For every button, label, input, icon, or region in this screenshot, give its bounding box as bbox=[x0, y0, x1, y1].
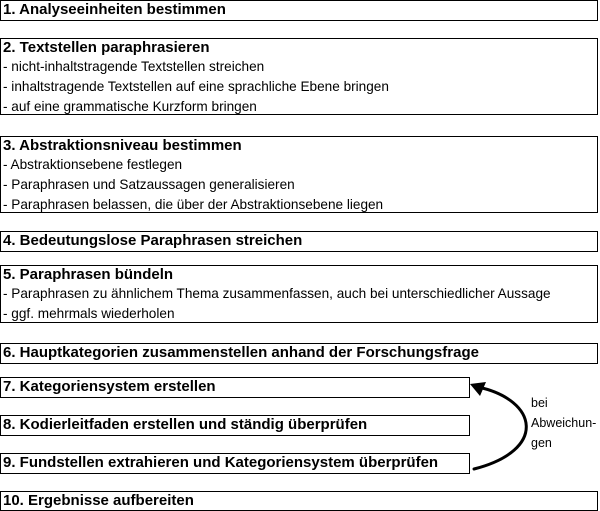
step-7-box bbox=[0, 377, 470, 398]
loop-label-line-1: bei bbox=[531, 396, 548, 410]
step-9-title: 9. Fundstellen extrahieren und Kategoriensystem überprüfen bbox=[3, 454, 439, 471]
step-5-item: - Paraphrasen zu ähnlichem Thema zusammenfassen, auch bei unterschiedlicher Aussage bbox=[3, 286, 551, 301]
step-2-item: - nicht-inhaltstragende Textstellen streichen bbox=[3, 59, 265, 74]
step-4-title: 4. Bedeutungslose Paraphrasen streichen bbox=[3, 232, 303, 249]
step-2-title: 2. Textstellen paraphrasieren bbox=[3, 39, 210, 56]
step-3-box bbox=[0, 136, 598, 213]
step-2-item: - inhaltstragende Textstellen auf eine sprachliche Ebene bringen bbox=[3, 79, 389, 94]
step-4-box bbox=[0, 231, 598, 252]
step-7-title: 7. Kategoriensystem erstellen bbox=[3, 378, 216, 395]
step-3-item: - Paraphrasen belassen, die über der Abstraktionsebene liegen bbox=[3, 197, 384, 212]
step-9-box bbox=[0, 453, 470, 474]
step-5-title: 5. Paraphrasen bündeln bbox=[3, 266, 174, 283]
loop-label-line-2: Abweichun- bbox=[531, 416, 597, 430]
step-5-item: - ggf. mehrmals wiederholen bbox=[3, 306, 175, 321]
step-6-title: 6. Hauptkategorien zusammenstellen anhand der Forschungsfrage bbox=[3, 344, 479, 361]
step-10-box bbox=[0, 491, 598, 511]
step-5-box bbox=[0, 265, 598, 323]
step-2-item: - auf eine grammatische Kurzform bringen bbox=[3, 99, 257, 114]
step-8-title: 8. Kodierleitfaden erstellen und ständig überprüfen bbox=[3, 416, 368, 433]
step-3-item: - Abstraktionsebene festlegen bbox=[3, 157, 183, 172]
step-6-box bbox=[0, 343, 598, 364]
step-10-title: 10. Ergebnisse aufbereiten bbox=[3, 492, 194, 509]
step-1-title: 1. Analyseeinheiten bestimmen bbox=[3, 1, 226, 18]
step-2-box bbox=[0, 38, 598, 115]
step-1-box bbox=[0, 0, 598, 21]
step-3-title: 3. Abstraktionsniveau bestimmen bbox=[3, 137, 242, 154]
step-3-item: - Paraphrasen und Satzaussagen generalisieren bbox=[3, 177, 295, 192]
step-8-box bbox=[0, 415, 470, 436]
loop-label-line-3: gen bbox=[531, 436, 552, 450]
